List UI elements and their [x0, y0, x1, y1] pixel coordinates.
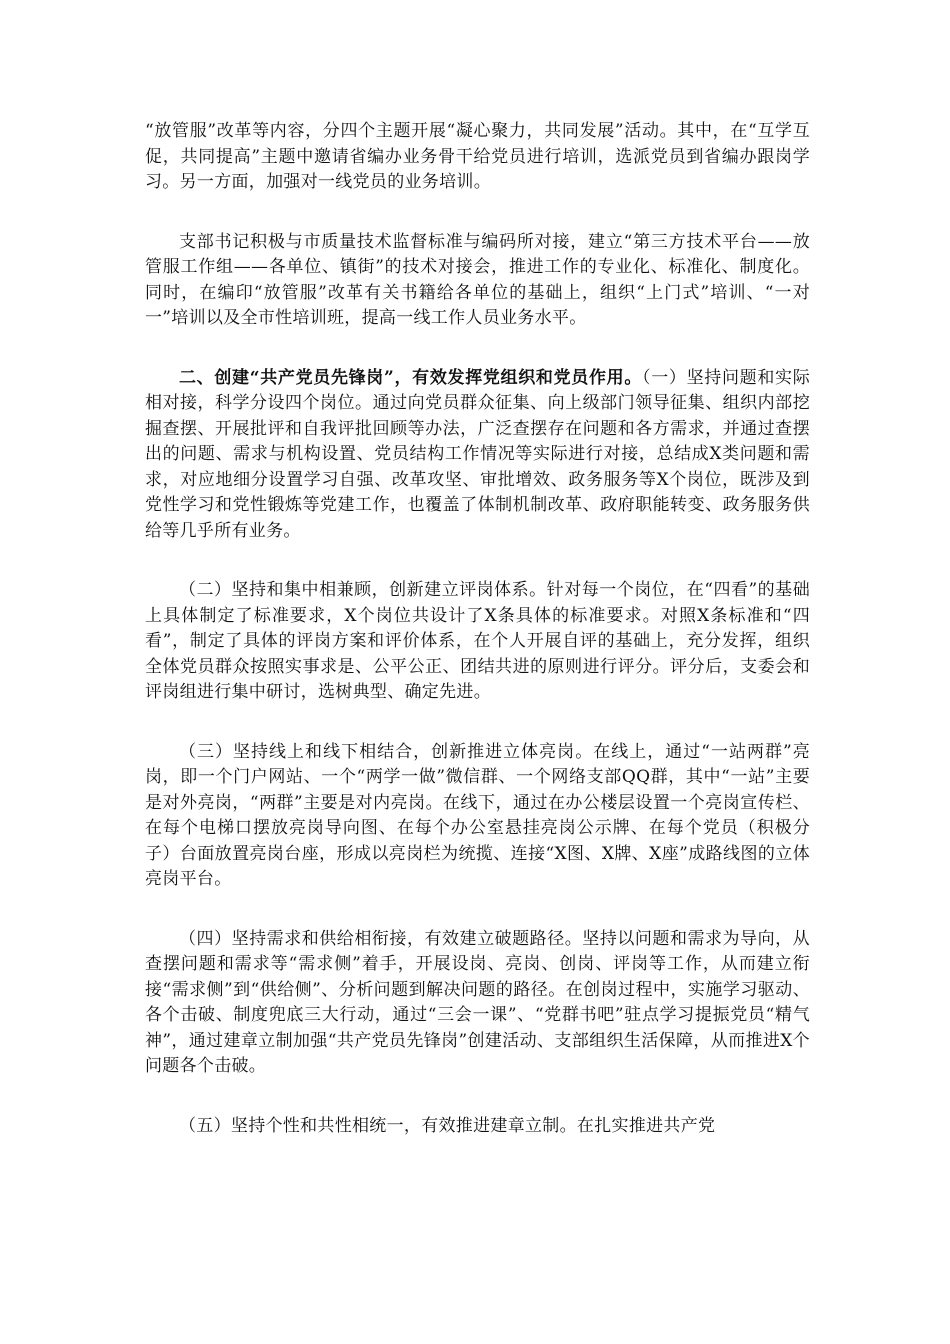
paragraph-5: （三）坚持线上和线下相结合，创新推进立体亮岗。在线上，通过“一站两群”亮岗，即一个门户网站、一个“两学一做”微信群、一个网络支部QQ群，其中“一站”主要是对外亮岗，“两群”主要是对内亮岗。在线下，通过在办公楼层设置一个亮岗宣传栏、在每个电梯口摆放亮岗导向图、在每个办公室悬挂亮岗公示牌、在每个党员（积极分子）台面放置亮岗台座，形成以亮岗栏为统揽、连接“X图、X牌、X座”成路线图的立体亮岗平台。 — [145, 741, 810, 889]
paragraph-3-body: （一）坚持问题和实际相对接，科学分设四个岗位。通过向党员群众征集、向上级部门领导征集、组织内部挖掘查摆、开展批评和自我评批回顾等办法，广泛查摆存在问题和各方需求，并通过查摆出的问题、需求与机构设置、党员结构工作情况等实际进行对接，总结成X类问题和需求，对应地细分设置学习自强、改革攻坚、审批增效、政务服务等X个岗位，既涉及到党性学习和党性锻炼等党建工作，也覆盖了体制机制改革、政府职能转变、政务服务供给等几乎所有业务。 — [145, 367, 811, 541]
paragraph-3 — [145, 366, 810, 545]
paragraph-4: （二）坚持和集中相兼顾，创新建立评岗体系。针对每一个岗位，在“四看”的基础上具体制定了标准要求，X个岗位共设计了X条具体的标准要求。对照X条标准和“四看”，制定了具体的评岗方案和评价体系，在个人开展自评的基础上，充分发挥，组织全体党员群众按照实事求是、公平公正、团结共进的原则进行评分。评分后，支委会和评岗组进行集中研讨，选树典型、确定先进。 — [145, 580, 810, 702]
paragraph-1: “放管服”改革等内容，分四个主题开展“凝心聚力，共同发展”活动。其中，在“互学互促，共同提高”主题中邀请省编办业务骨干给党员进行培训，选派党员到省编办跟岗学习。另一方面，加强对一线党员的业务培训。 — [145, 121, 810, 192]
paragraph-6: （四）坚持需求和供给相衔接，有效建立破题路径。坚持以问题和需求为导向，从查摆问题和需求等“需求侧”着手，开展设岗、亮岗、创岗、评岗等工作，从而建立衔接“需求侧”到“供给侧”、分析问题到解决问题的路径。在创岗过程中，实施学习驱动、各个击破、制度兜底三大行动，通过“三会一课”、“党群书吧”驻点学习提振党员“精气神”，通过建章立制加强“共产党员先锋岗”创建活动、支部组织生活保障，从而推进X个问题各个击破。 — [145, 928, 810, 1076]
paragraph-2: 支部书记积极与市质量技术监督标准与编码所对接，建立“第三方技术平台——放管服工作组——各单位、镇街”的技术对接会，推进工作的专业化、标准化、制度化。同时，在编印“放管服”改革有关书籍给各单位的基础上，组织“上门式”培训、“一对一”培训以及全市性培训班，提高一线工作人员业务水平。 — [145, 231, 810, 328]
paragraph-7: （五）坚持个性和共性相统一，有效推进建章立制。在扎实推进共产党 — [179, 1115, 716, 1136]
section-heading: 二、创建“共产党员先锋岗”，有效发挥党组织和党员作用。 — [179, 367, 643, 388]
document-page — [145, 119, 810, 1139]
